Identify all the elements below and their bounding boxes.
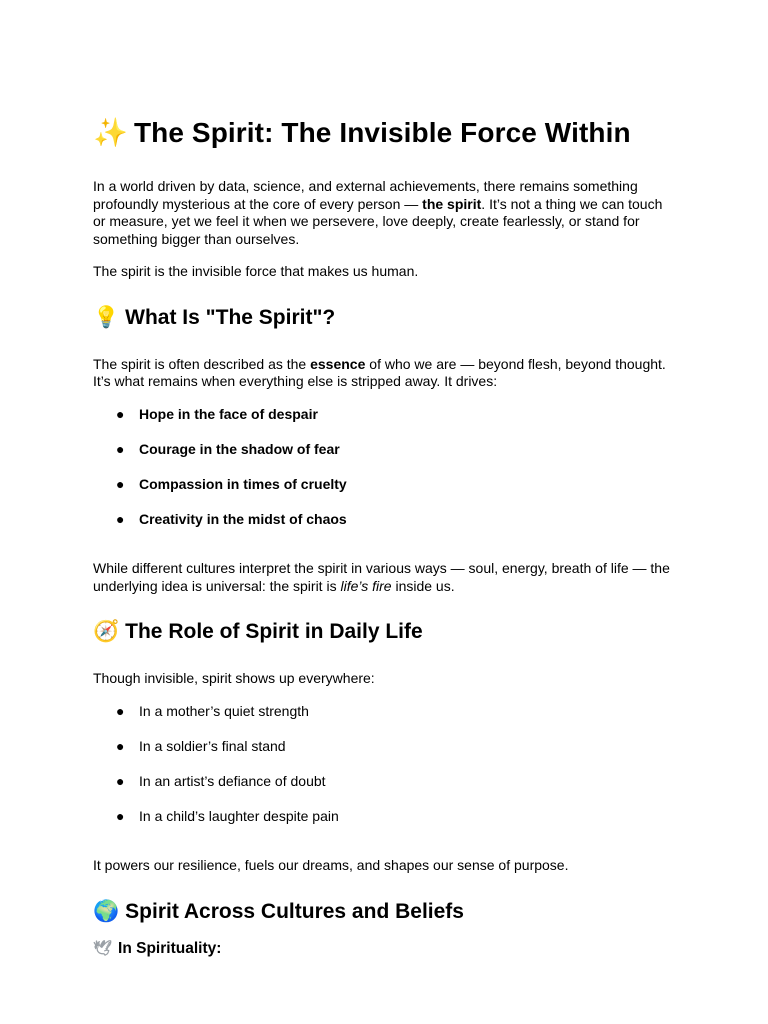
bullet: ● bbox=[116, 510, 125, 527]
section1-p2-text-end: inside us. bbox=[391, 577, 455, 594]
dove-icon: 🕊 bbox=[93, 939, 113, 957]
section1-italic-text: life’s fire bbox=[340, 577, 392, 594]
list-item bbox=[116, 511, 674, 529]
list-item-text: Creativity in the midst of chaos bbox=[139, 510, 347, 527]
list-item bbox=[116, 738, 674, 756]
section-heading-text: The Role of Spirit in Daily Life bbox=[125, 620, 423, 643]
drives-list bbox=[93, 406, 674, 529]
compass-icon: 🧭 bbox=[93, 620, 120, 643]
subheading-spirituality bbox=[93, 939, 674, 959]
list-item bbox=[116, 476, 674, 494]
list-item bbox=[116, 406, 674, 424]
bullet: ● bbox=[116, 475, 125, 492]
bullet: ● bbox=[116, 772, 125, 789]
intro-text: In a world driven by data, science, and external achievements, there remains something profoundly mysterious at the core of every person — bbox=[93, 178, 638, 212]
intro-bold-text: the spirit bbox=[422, 195, 482, 212]
list-item bbox=[116, 773, 674, 791]
intro-paragraph-2: The spirit is the invisible force that makes us human. bbox=[93, 263, 419, 279]
section-heading-what-is bbox=[93, 305, 674, 331]
lightbulb-icon: 💡 bbox=[93, 305, 120, 329]
list-item-text: In a child’s laughter despite pain bbox=[139, 807, 339, 824]
section2-paragraph-2: It powers our resilience, fuels our dreams, and shapes our sense of purpose. bbox=[93, 857, 569, 873]
section1-paragraph-1 bbox=[93, 356, 674, 391]
section2-paragraph-1: Though invisible, spirit shows up everywhere: bbox=[93, 670, 375, 686]
list-item bbox=[116, 703, 674, 721]
section1-p2-text: While different cultures interpret the spirit in various ways — soul, energy, breath of life — the underlying idea is universal: the spirit is bbox=[93, 560, 670, 594]
section-heading-text: What Is "The Spirit"? bbox=[125, 305, 336, 329]
subheading-text: In Spirituality: bbox=[118, 939, 222, 957]
list-item-text: Compassion in times of cruelty bbox=[139, 475, 347, 492]
list-item-text: Courage in the shadow of fear bbox=[139, 440, 340, 457]
section-heading-role bbox=[93, 619, 674, 645]
section-heading-text: Spirit Across Cultures and Beliefs bbox=[125, 899, 464, 923]
bullet: ● bbox=[116, 405, 125, 422]
intro-paragraph-1 bbox=[93, 178, 674, 248]
bullet: ● bbox=[116, 737, 125, 754]
list-item-text: Hope in the face of despair bbox=[139, 405, 318, 422]
bullet: ● bbox=[116, 440, 125, 457]
bullet: ● bbox=[116, 807, 125, 824]
section1-text-end: of who we are — beyond flesh, beyond thought. It’s what remains when everything else is stripped away. It drives: bbox=[93, 355, 666, 389]
list-item bbox=[116, 441, 674, 459]
sparkles-icon: ✨ bbox=[93, 117, 128, 148]
everywhere-list bbox=[93, 703, 674, 826]
list-item-text: In a mother’s quiet strength bbox=[139, 702, 309, 719]
list-item bbox=[116, 808, 674, 826]
section-heading-cultures bbox=[93, 899, 674, 925]
section1-paragraph-2 bbox=[93, 560, 674, 595]
section1-text: The spirit is often described as the bbox=[93, 355, 311, 372]
intro-text-end: . It’s not a thing we can touch or measure, yet we feel it when we persevere, love deeply, create fearlessly, or stand for something bigger than ourselves. bbox=[93, 195, 663, 247]
list-item-text: In an artist’s defiance of doubt bbox=[139, 772, 326, 789]
section1-bold-text: essence bbox=[310, 355, 366, 372]
globe-icon: 🌍 bbox=[93, 899, 120, 923]
page-title bbox=[93, 116, 674, 150]
list-item-text: In a soldier’s final stand bbox=[139, 737, 286, 754]
page-title-text: The Spirit: The Invisible Force Within bbox=[133, 117, 631, 148]
bullet: ● bbox=[116, 702, 125, 719]
